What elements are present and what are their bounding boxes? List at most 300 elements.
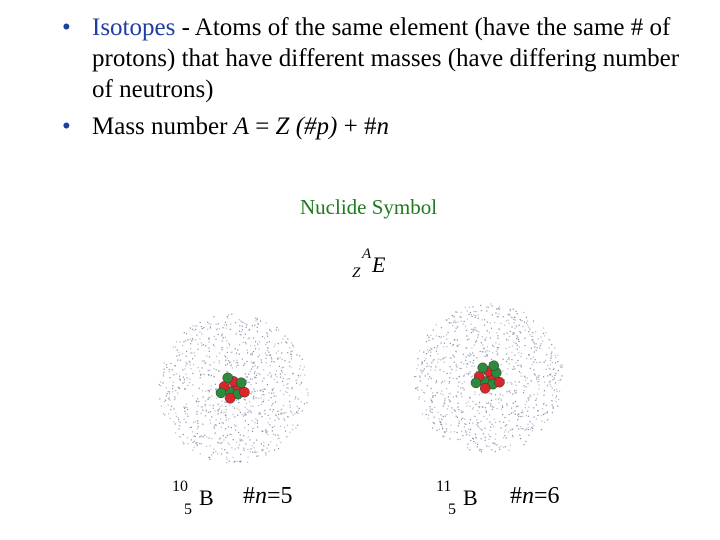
- electron-cloud-dot: [214, 426, 215, 427]
- electron-cloud-dot: [444, 402, 445, 403]
- electron-cloud-dot: [206, 446, 207, 447]
- electron-cloud-dot: [541, 429, 542, 430]
- electron-cloud-dot: [501, 364, 502, 365]
- electron-cloud-dot: [238, 447, 239, 448]
- isotope-element: B: [199, 485, 214, 510]
- electron-cloud-dot: [184, 388, 185, 389]
- electron-cloud-dot: [227, 358, 228, 359]
- electron-cloud-dot: [486, 310, 487, 311]
- formula-plus: + #: [337, 113, 377, 140]
- electron-cloud-dot: [429, 406, 430, 407]
- electron-cloud-dot: [276, 395, 277, 396]
- electron-cloud-dot: [524, 338, 525, 339]
- electron-cloud-dot: [196, 401, 197, 402]
- nuclide-atomic-number: Z: [352, 265, 361, 281]
- electron-cloud-dot: [545, 360, 546, 361]
- electron-cloud-dot: [560, 365, 561, 366]
- electron-cloud-dot: [424, 392, 425, 393]
- electron-cloud-dot: [219, 439, 220, 440]
- electron-cloud-dot: [295, 427, 296, 428]
- electron-cloud-dot: [454, 362, 455, 363]
- electron-cloud-dot: [433, 359, 434, 360]
- electron-cloud-dot: [193, 442, 194, 443]
- electron-cloud-dot: [248, 338, 249, 339]
- electron-cloud-dot: [199, 436, 200, 437]
- electron-cloud-dot: [550, 373, 551, 374]
- isotope-mass-number: 11: [436, 478, 452, 495]
- electron-cloud-dot: [207, 399, 208, 400]
- electron-cloud-dot: [442, 435, 443, 436]
- electron-cloud-dot: [528, 327, 529, 328]
- electron-cloud-dot: [502, 405, 503, 406]
- electron-cloud-dot: [191, 427, 192, 428]
- electron-cloud-dot: [467, 444, 468, 445]
- electron-cloud-dot: [547, 365, 548, 366]
- electron-cloud-dot: [196, 442, 197, 443]
- electron-cloud-dot: [201, 436, 202, 437]
- electron-cloud-dot: [164, 369, 165, 370]
- electron-cloud-dot: [248, 436, 249, 437]
- electron-cloud-dot: [234, 416, 235, 417]
- electron-cloud-dot: [199, 339, 200, 340]
- electron-cloud-dot: [199, 371, 200, 372]
- electron-cloud-dot: [265, 410, 266, 411]
- electron-cloud-dot: [209, 459, 210, 460]
- electron-cloud-dot: [550, 381, 551, 382]
- electron-cloud-dot: [217, 410, 218, 411]
- electron-cloud-dot: [519, 371, 520, 372]
- electron-cloud-dot: [287, 383, 288, 384]
- electron-cloud-dot: [431, 366, 432, 367]
- isotope-atomic-number: 5: [448, 501, 456, 518]
- electron-cloud-dot: [514, 410, 515, 411]
- electron-cloud-dot: [477, 425, 478, 426]
- electron-cloud-dot: [514, 368, 515, 369]
- electron-cloud-dot: [487, 330, 488, 331]
- electron-cloud-dot: [197, 433, 198, 434]
- electron-cloud-dot: [169, 391, 170, 392]
- electron-cloud-dot: [244, 323, 245, 324]
- electron-cloud-dot: [521, 366, 522, 367]
- electron-cloud-dot: [248, 430, 249, 431]
- electron-cloud-dot: [521, 428, 522, 429]
- electron-cloud-dot: [450, 393, 451, 394]
- electron-cloud-dot: [493, 426, 494, 427]
- electron-cloud-dot: [482, 351, 483, 352]
- electron-cloud-dot: [451, 425, 452, 426]
- electron-cloud-dot: [470, 361, 471, 362]
- electron-cloud-dot: [218, 370, 219, 371]
- electron-cloud-dot: [231, 427, 232, 428]
- electron-cloud-dot: [246, 327, 247, 328]
- electron-cloud-dot: [534, 343, 535, 344]
- electron-cloud-dot: [460, 387, 461, 388]
- electron-cloud-dot: [224, 324, 225, 325]
- electron-cloud-dot: [525, 345, 526, 346]
- electron-cloud-dot: [299, 408, 300, 409]
- electron-cloud-dot: [239, 354, 240, 355]
- electron-cloud-dot: [259, 354, 260, 355]
- electron-cloud-dot: [441, 342, 442, 343]
- electron-cloud-dot: [439, 418, 440, 419]
- electron-cloud-dot: [512, 334, 513, 335]
- electron-cloud-dot: [466, 356, 467, 357]
- electron-cloud-dot: [205, 345, 206, 346]
- electron-cloud-dot: [189, 379, 190, 380]
- electron-cloud-dot: [247, 350, 248, 351]
- electron-cloud-dot: [532, 332, 533, 333]
- electron-cloud-dot: [286, 379, 287, 380]
- electron-cloud-dot: [296, 383, 297, 384]
- electron-cloud-dot: [302, 369, 303, 370]
- electron-cloud-dot: [278, 418, 279, 419]
- electron-cloud-dot: [202, 396, 203, 397]
- electron-cloud-dot: [460, 410, 461, 411]
- electron-cloud-dot: [489, 332, 490, 333]
- electron-cloud-dot: [215, 424, 216, 425]
- electron-cloud-dot: [233, 439, 234, 440]
- electron-cloud-dot: [220, 418, 221, 419]
- electron-cloud-dot: [284, 418, 285, 419]
- electron-cloud-dot: [221, 335, 222, 336]
- electron-cloud-dot: [537, 393, 538, 394]
- electron-cloud-dot: [248, 412, 249, 413]
- electron-cloud-dot: [489, 351, 490, 352]
- electron-cloud-dot: [536, 419, 537, 420]
- electron-cloud-dot: [235, 322, 236, 323]
- electron-cloud-dot: [484, 428, 485, 429]
- electron-cloud-dot: [513, 412, 514, 413]
- electron-cloud-dot: [557, 361, 558, 362]
- electron-cloud-dot: [208, 339, 209, 340]
- electron-cloud-dot: [221, 410, 222, 411]
- electron-cloud-dot: [501, 427, 502, 428]
- electron-cloud-dot: [509, 390, 510, 391]
- electron-cloud-dot: [225, 402, 226, 403]
- electron-cloud-dot: [478, 331, 479, 332]
- electron-cloud-dot: [452, 315, 453, 316]
- electron-cloud-dot: [185, 407, 186, 408]
- electron-cloud-dot: [511, 352, 512, 353]
- electron-cloud-dot: [291, 351, 292, 352]
- electron-cloud-dot: [432, 338, 433, 339]
- electron-cloud-dot: [214, 336, 215, 337]
- electron-cloud-dot: [247, 376, 248, 377]
- electron-cloud-dot: [531, 348, 532, 349]
- electron-cloud-dot: [222, 349, 223, 350]
- electron-cloud-dot: [511, 408, 512, 409]
- electron-cloud-dot: [497, 444, 498, 445]
- electron-cloud-dot: [515, 385, 516, 386]
- electron-cloud-dot: [257, 323, 258, 324]
- electron-cloud-dot: [428, 418, 429, 419]
- electron-cloud-dot: [431, 378, 432, 379]
- electron-cloud-dot: [211, 454, 212, 455]
- electron-cloud-dot: [208, 348, 209, 349]
- electron-cloud-dot: [266, 362, 267, 363]
- electron-cloud-dot: [510, 430, 511, 431]
- electron-cloud-dot: [193, 422, 194, 423]
- electron-cloud-dot: [209, 356, 210, 357]
- electron-cloud-dot: [173, 347, 174, 348]
- electron-cloud-dot: [425, 358, 426, 359]
- electron-cloud-dot: [291, 412, 292, 413]
- electron-cloud-dot: [231, 434, 232, 435]
- electron-cloud-dot: [243, 365, 244, 366]
- electron-cloud-dot: [200, 375, 201, 376]
- electron-cloud-dot: [535, 343, 536, 344]
- electron-cloud-dot: [268, 422, 269, 423]
- electron-cloud-dot: [265, 413, 266, 414]
- electron-cloud-dot: [237, 415, 238, 416]
- electron-cloud-dot: [526, 401, 527, 402]
- electron-cloud-dot: [463, 387, 464, 388]
- electron-cloud-dot: [554, 378, 555, 379]
- electron-cloud-dot: [478, 314, 479, 315]
- electron-cloud-dot: [255, 320, 256, 321]
- electron-cloud-dot: [229, 461, 230, 462]
- electron-cloud-dot: [287, 352, 288, 353]
- electron-cloud-dot: [263, 401, 264, 402]
- electron-cloud-dot: [506, 391, 507, 392]
- electron-cloud-dot: [553, 368, 554, 369]
- electron-cloud-dot: [428, 340, 429, 341]
- electron-cloud-dot: [414, 376, 415, 377]
- electron-cloud-dot: [498, 402, 499, 403]
- electron-cloud-dot: [437, 353, 438, 354]
- electron-cloud-dot: [173, 374, 174, 375]
- electron-cloud-dot: [274, 361, 275, 362]
- electron-cloud-dot: [558, 380, 559, 381]
- electron-cloud-dot: [555, 382, 556, 383]
- electron-cloud-dot: [304, 366, 305, 367]
- electron-cloud-dot: [516, 392, 517, 393]
- electron-cloud-dot: [416, 388, 417, 389]
- electron-cloud-dot: [276, 415, 277, 416]
- electron-cloud-dot: [471, 314, 472, 315]
- electron-cloud-dot: [211, 324, 212, 325]
- electron-cloud-dot: [525, 377, 526, 378]
- electron-cloud-dot: [471, 329, 472, 330]
- electron-cloud-dot: [494, 443, 495, 444]
- electron-cloud-dot: [235, 348, 236, 349]
- electron-cloud-dot: [249, 401, 250, 402]
- electron-cloud-dot: [192, 358, 193, 359]
- electron-cloud-dot: [241, 461, 242, 462]
- electron-cloud-dot: [480, 449, 481, 450]
- electron-cloud-dot: [505, 429, 506, 430]
- electron-cloud-dot: [266, 342, 267, 343]
- electron-cloud-dot: [560, 367, 561, 368]
- electron-cloud-dot: [443, 371, 444, 372]
- electron-cloud-dot: [245, 420, 246, 421]
- electron-cloud-dot: [476, 420, 477, 421]
- electron-cloud-dot: [465, 326, 466, 327]
- electron-cloud-dot: [457, 392, 458, 393]
- electron-cloud-dot: [490, 403, 491, 404]
- electron-cloud-dot: [167, 393, 168, 394]
- electron-cloud-dot: [510, 310, 511, 311]
- electron-cloud-dot: [205, 362, 206, 363]
- electron-cloud-dot: [242, 329, 243, 330]
- electron-cloud-dot: [432, 395, 433, 396]
- isotopes-definition: - Atoms of the same element (have the same # of protons) that have different masses (have differing number of neutrons): [92, 14, 680, 103]
- electron-cloud-dot: [232, 367, 233, 368]
- electron-cloud-dot: [279, 366, 280, 367]
- electron-cloud-dot: [491, 400, 492, 401]
- electron-cloud-dot: [265, 453, 266, 454]
- electron-cloud-dot: [254, 452, 255, 453]
- electron-cloud-dot: [267, 350, 268, 351]
- electron-cloud-dot: [427, 363, 428, 364]
- electron-cloud-dot: [526, 322, 527, 323]
- electron-cloud-dot: [276, 353, 277, 354]
- electron-cloud-dot: [528, 416, 529, 417]
- electron-cloud-dot: [533, 369, 534, 370]
- electron-cloud-dot: [238, 432, 239, 433]
- electron-cloud-dot: [251, 369, 252, 370]
- electron-cloud-dot: [260, 390, 261, 391]
- electron-cloud-dot: [278, 414, 279, 415]
- electron-cloud-dot: [178, 428, 179, 429]
- electron-cloud-dot: [226, 457, 227, 458]
- electron-cloud-dot: [514, 390, 515, 391]
- electron-cloud-dot: [218, 413, 219, 414]
- electron-cloud-dot: [524, 322, 525, 323]
- electron-cloud-dot: [235, 430, 236, 431]
- electron-cloud-dot: [264, 338, 265, 339]
- electron-cloud-dot: [461, 362, 462, 363]
- electron-cloud-dot: [453, 378, 454, 379]
- electron-cloud-dot: [472, 423, 473, 424]
- electron-cloud-dot: [282, 338, 283, 339]
- electron-cloud-dot: [246, 403, 247, 404]
- electron-cloud-dot: [259, 374, 260, 375]
- electron-cloud-dot: [512, 394, 513, 395]
- electron-cloud-dot: [470, 429, 471, 430]
- electron-cloud-dot: [490, 303, 491, 304]
- electron-cloud-dot: [472, 409, 473, 410]
- electron-cloud-dot: [274, 346, 275, 347]
- electron-cloud-dot: [216, 356, 217, 357]
- electron-cloud-dot: [281, 342, 282, 343]
- electron-cloud-dot: [283, 366, 284, 367]
- electron-cloud-dot: [533, 425, 534, 426]
- electron-cloud-dot: [534, 346, 535, 347]
- electron-cloud-dot: [464, 423, 465, 424]
- electron-cloud-dot: [525, 386, 526, 387]
- electron-cloud-dot: [176, 373, 177, 374]
- electron-cloud-dot: [495, 439, 496, 440]
- electron-cloud-dot: [415, 388, 416, 389]
- nuclide-element: E: [372, 252, 386, 277]
- electron-cloud-dot: [532, 428, 533, 429]
- electron-cloud-dot: [499, 309, 500, 310]
- electron-cloud-dot: [167, 391, 168, 392]
- electron-cloud-dot: [270, 418, 271, 419]
- electron-cloud-dot: [260, 321, 261, 322]
- electron-cloud-dot: [473, 407, 474, 408]
- electron-cloud-dot: [194, 352, 195, 353]
- electron-cloud-dot: [483, 348, 484, 349]
- electron-cloud-dot: [176, 356, 177, 357]
- electron-cloud-dot: [197, 423, 198, 424]
- electron-cloud-dot: [226, 340, 227, 341]
- mass-number-label: Mass number: [92, 113, 234, 140]
- electron-cloud-dot: [518, 428, 519, 429]
- electron-cloud-dot: [430, 411, 431, 412]
- electron-cloud-dot: [491, 328, 492, 329]
- electron-cloud-dot: [487, 346, 488, 347]
- electron-cloud-dot: [528, 399, 529, 400]
- electron-cloud-dot: [543, 404, 544, 405]
- electron-cloud-dot: [202, 384, 203, 385]
- electron-cloud-dot: [215, 384, 216, 385]
- electron-cloud-dot: [466, 434, 467, 435]
- electron-cloud-dot: [422, 413, 423, 414]
- electron-cloud-dot: [285, 341, 286, 342]
- electron-cloud-dot: [482, 393, 483, 394]
- electron-cloud-dot: [455, 322, 456, 323]
- electron-cloud-dot: [184, 332, 185, 333]
- electron-cloud-dot: [554, 375, 555, 376]
- electron-cloud-dot: [445, 398, 446, 399]
- electron-cloud-dot: [432, 392, 433, 393]
- formula-n: n: [376, 113, 389, 140]
- boron-11-atom-illustration: [408, 298, 568, 458]
- electron-cloud-dot: [210, 411, 211, 412]
- electron-cloud-dot: [500, 446, 501, 447]
- electron-cloud-dot: [227, 352, 228, 353]
- electron-cloud-dot: [561, 366, 562, 367]
- electron-cloud-dot: [250, 405, 251, 406]
- electron-cloud-dot: [480, 421, 481, 422]
- electron-cloud-dot: [248, 457, 249, 458]
- electron-cloud-dot: [473, 366, 474, 367]
- electron-cloud-dot: [473, 355, 474, 356]
- electron-cloud-dot: [520, 426, 521, 427]
- electron-cloud-dot: [223, 423, 224, 424]
- electron-cloud-dot: [533, 407, 534, 408]
- electron-cloud-dot: [175, 390, 176, 391]
- electron-cloud-dot: [486, 445, 487, 446]
- electron-cloud-dot: [262, 380, 263, 381]
- electron-cloud-dot: [255, 348, 256, 349]
- electron-cloud-dot: [444, 400, 445, 401]
- electron-cloud-dot: [439, 421, 440, 422]
- electron-cloud-dot: [429, 376, 430, 377]
- electron-cloud-dot: [511, 383, 512, 384]
- electron-cloud-dot: [554, 390, 555, 391]
- electron-cloud-dot: [199, 443, 200, 444]
- electron-cloud-dot: [225, 406, 226, 407]
- electron-cloud-dot: [514, 354, 515, 355]
- electron-cloud-dot: [517, 337, 518, 338]
- electron-cloud-dot: [536, 378, 537, 379]
- electron-cloud-dot: [277, 417, 278, 418]
- electron-cloud-dot: [491, 393, 492, 394]
- electron-cloud-dot: [455, 411, 456, 412]
- electron-cloud-dot: [243, 415, 244, 416]
- electron-cloud-dot: [293, 415, 294, 416]
- electron-cloud-dot: [528, 427, 529, 428]
- electron-cloud-dot: [528, 398, 529, 399]
- electron-cloud-dot: [180, 341, 181, 342]
- electron-cloud-dot: [175, 432, 176, 433]
- electron-cloud-dot: [190, 364, 191, 365]
- electron-cloud-dot: [463, 376, 464, 377]
- electron-cloud-dot: [461, 393, 462, 394]
